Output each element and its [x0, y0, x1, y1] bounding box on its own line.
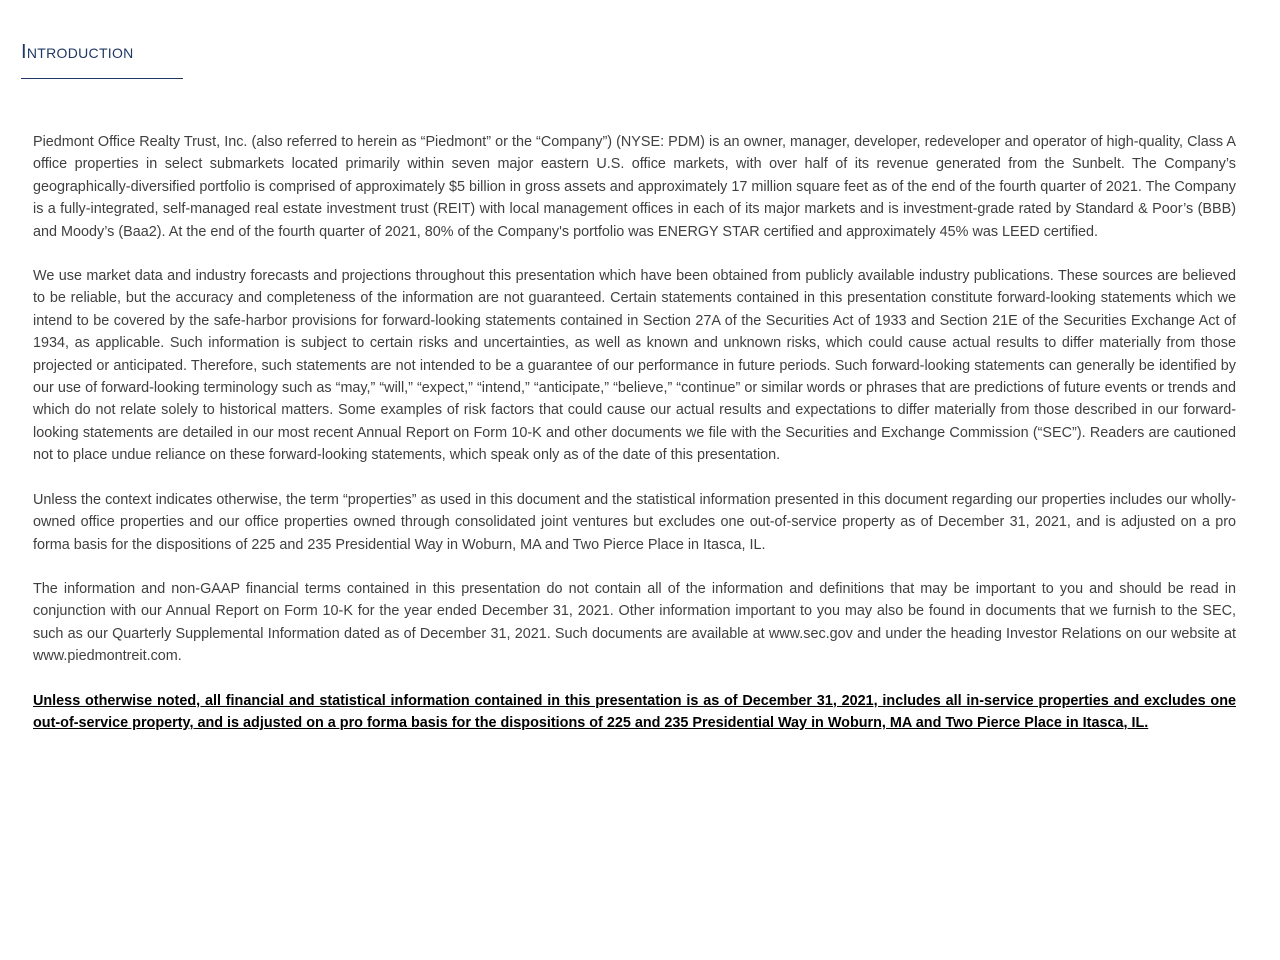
title-underline-divider [21, 78, 183, 79]
page-title: Introduction [21, 41, 134, 63]
paragraph-forward-looking-statements: We use market data and industry forecasts and projections throughout this presentation which have been obtained from publicly available industry publications. These sources are believed to be reliable, but the accuracy and completeness of the information are not guaranteed. Certain statements contained in this presentation constitute forward-looking statements which we intend to be covered by the safe-harbor provisions for forward-looking statements contained in Section 27A of the Securities Act of 1933 and Section 21E of the Securities Exchange Act of 1934, as applicable. Such information is subject to certain risks and uncertainties, as well as known and unknown risks, which could cause actual results to differ materially from those projected or anticipated. Therefore, such statements are not intended to be a guarantee of our performance in future periods. Such forward-looking statements can generally be identified by our use of forward-looking terminology such as “may,” “will,” “expect,” “intend,” “anticipate,” “believe,” “continue” or similar words or phrases that are predictions of future events or trends and which do not relate solely to historical matters. Some examples of risk factors that could cause our actual results and expectations to differ materially from those described in our forward-looking statements are detailed in our most recent Annual Report on Form 10-K and other documents we file with the Securities and Exchange Commission (“SEC”). Readers are cautioned not to place undue reliance on these forward-looking statements, which speak only as of the date of this presentation. [33, 268, 1236, 464]
paragraph-company-overview: Piedmont Office Realty Trust, Inc. (also referred to herein as “Piedmont” or the “Company”) (NYSE: PDM) is an owner, manager, developer, redeveloper and operator of high-quality, Class A office properties in select submarkets located primarily within seven major eastern U.S. office markets, with over half of its revenue generated from the Sunbelt. The Company’s geographically-diversified portfolio is comprised of approximately $5 billion in gross assets and approximately 17 million square feet as of the end of the fourth quarter of 2021. The Company is a fully-integrated, self-managed real estate investment trust (REIT) with local management offices in each of its major markets and is investment-grade rated by Standard & Poor’s (BBB) and Moody’s (Baa2). At the end of the fourth quarter of 2021, 80% of the Company's portfolio was ENERGY STAR certified and approximately 45% was LEED certified. [33, 134, 1236, 240]
introduction-body [33, 131, 1236, 734]
paragraph-non-gaap-information: The information and non-GAAP financial terms contained in this presentation do not contain all of the information and definitions that may be important to you and should be read in conjunction with our Annual Report on Form 10-K for the year ended December 31, 2021. Other information important to you may also be found in documents that we furnish to the SEC, such as our Quarterly Supplemental Information dated as of December 31, 2021. Such documents are available at www.sec.gov and under the heading Investor Relations on our website at www.piedmontreit.com. [33, 580, 1236, 665]
paragraph-properties-definition: Unless the context indicates otherwise, the term “properties” as used in this document and the statistical information presented in this document regarding our properties includes our wholly-owned office properties and our office properties owned through consolidated joint ventures but excludes one out-of-service property as of December 31, 2021, and is adjusted on a pro forma basis for the dispositions of 225 and 235 Presidential Way in Woburn, MA and Two Pierce Place in Itasca, IL. [33, 491, 1236, 553]
paragraph-as-of-date-notice: Unless otherwise noted, all financial and statistical information contained in this presentation is as of December 31, 2021, includes all in-service properties and excludes one out-of-service property, and is adjusted on a pro forma basis for the dispositions of 225 and 235 Presidential Way in Woburn, MA and Two Pierce Place in Itasca, IL. [33, 692, 1236, 731]
